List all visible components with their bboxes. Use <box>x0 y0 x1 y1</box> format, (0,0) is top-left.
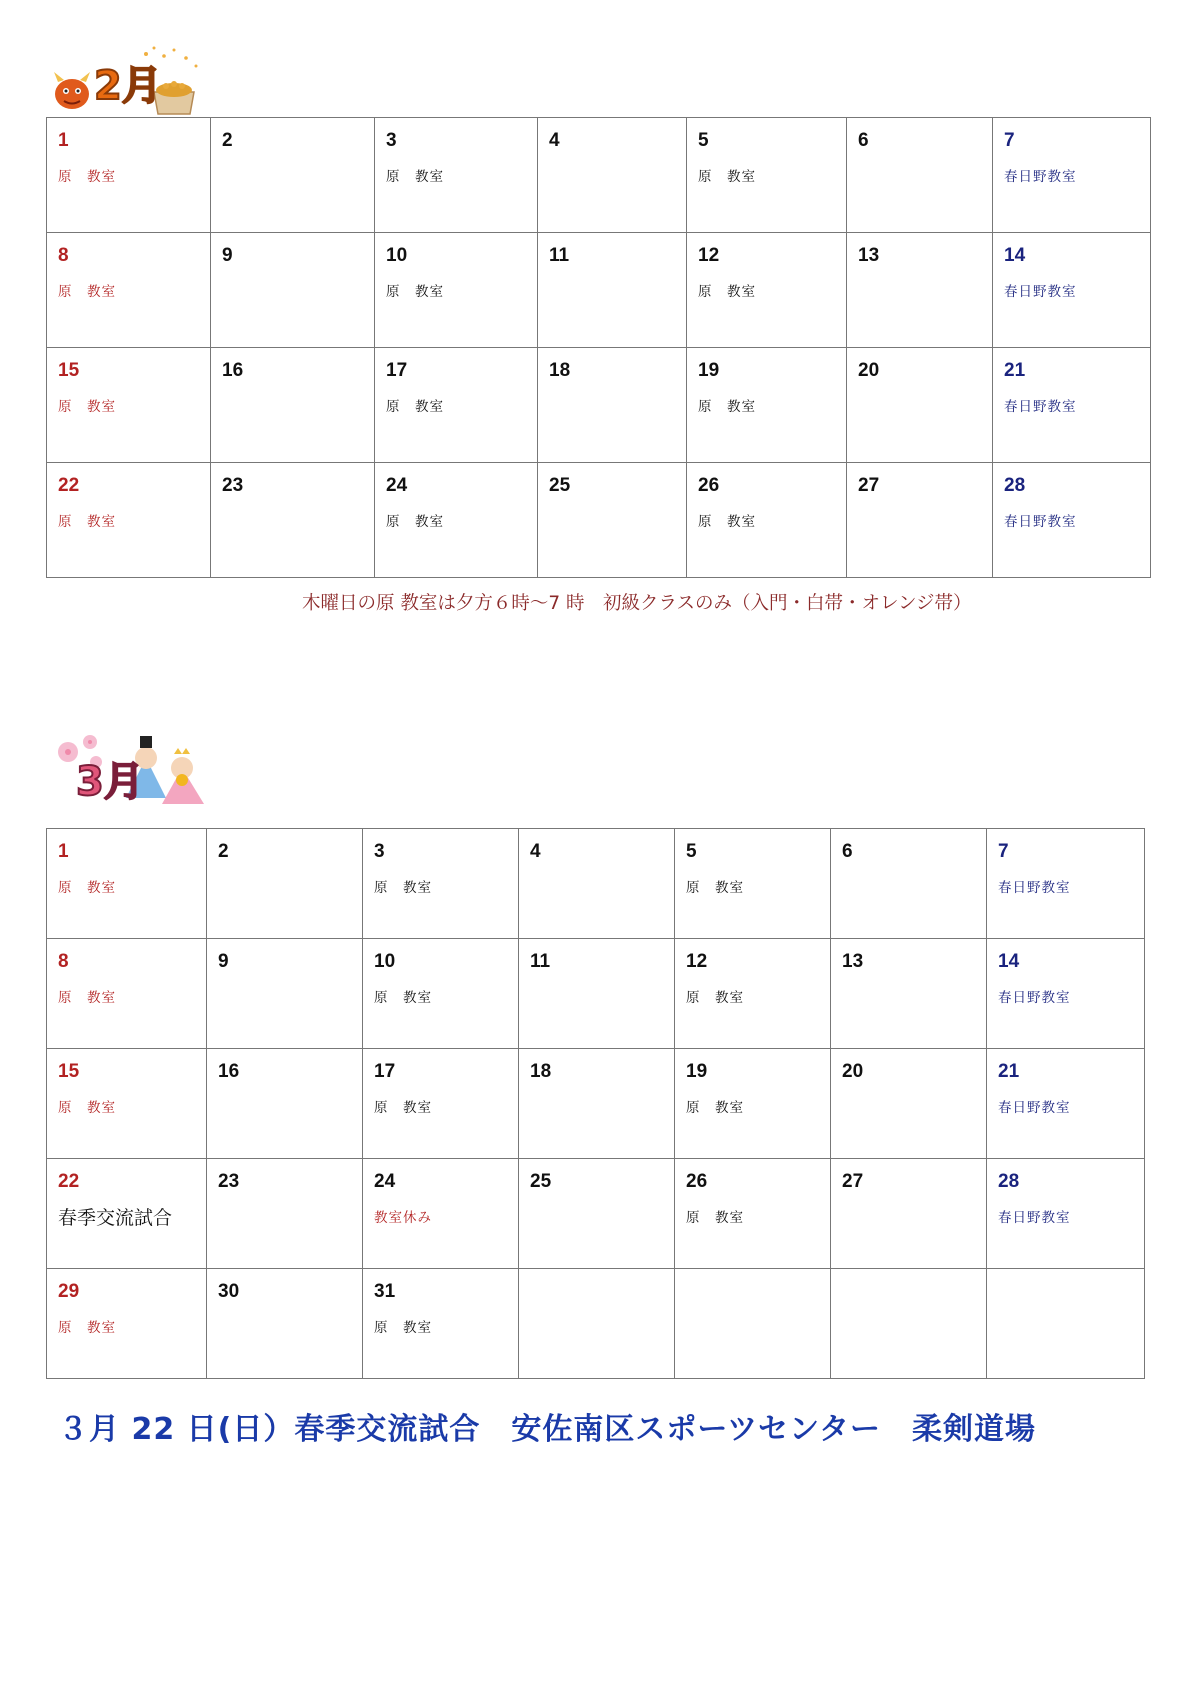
calendar-day-cell <box>675 939 831 1049</box>
day-number: 20 <box>858 360 880 381</box>
calendar-day-cell <box>47 1269 207 1379</box>
day-number: 11 <box>530 951 551 972</box>
day-number: 27 <box>858 475 880 496</box>
day-number: 7 <box>998 841 1009 862</box>
calendar-day-cell <box>47 348 211 463</box>
calendar-day-cell <box>538 348 687 463</box>
day-number: 11 <box>549 245 570 266</box>
calendar-day-cell <box>363 1269 519 1379</box>
day-event: 原 教室 <box>58 399 116 415</box>
day-event: 原 教室 <box>58 284 116 300</box>
calendar-week-row <box>47 829 1145 939</box>
calendar-day-cell <box>47 1159 207 1269</box>
day-number: 15 <box>58 1061 80 1082</box>
day-number: 5 <box>686 841 697 862</box>
day-number: 4 <box>530 841 541 862</box>
day-number: 24 <box>386 475 408 496</box>
calendar-day-cell <box>687 463 847 578</box>
day-event: 原 教室 <box>386 284 444 300</box>
day-event: 春季交流試合 <box>58 1207 173 1229</box>
day-number: 31 <box>374 1281 396 1302</box>
calendar-day-cell <box>211 348 375 463</box>
calendar-day-cell <box>675 1159 831 1269</box>
calendar-day-cell <box>993 463 1151 578</box>
day-event: 原 教室 <box>58 1320 116 1336</box>
day-number: 6 <box>858 130 869 151</box>
calendar-day-cell <box>687 348 847 463</box>
calendar-day-cell <box>375 348 538 463</box>
day-number: 9 <box>222 245 233 266</box>
day-number: 6 <box>842 841 853 862</box>
february-calendar <box>46 117 1151 578</box>
day-number: 20 <box>842 1061 864 1082</box>
calendar-day-cell <box>207 1269 363 1379</box>
calendar-day-cell <box>538 118 687 233</box>
calendar-day-cell <box>375 233 538 348</box>
day-number: 14 <box>1004 245 1026 266</box>
day-number: 16 <box>222 360 244 381</box>
day-event: 原 教室 <box>686 1210 744 1226</box>
calendar-day-cell <box>987 1049 1145 1159</box>
day-number: 9 <box>218 951 229 972</box>
day-event: 春日野教室 <box>1004 169 1077 185</box>
day-number: 22 <box>58 1171 80 1192</box>
day-number: 10 <box>374 951 396 972</box>
calendar-day-cell <box>363 939 519 1049</box>
calendar-day-cell <box>363 1159 519 1269</box>
day-number: 3 <box>374 841 385 862</box>
day-number: 23 <box>222 475 244 496</box>
day-number: 29 <box>58 1281 80 1302</box>
day-number: 8 <box>58 245 69 266</box>
calendar-week-row <box>47 118 1151 233</box>
day-event: 春日野教室 <box>998 1210 1071 1226</box>
day-event: 原 教室 <box>374 1320 432 1336</box>
calendar-day-cell <box>519 1159 675 1269</box>
day-number: 13 <box>858 245 880 266</box>
day-number: 7 <box>1004 130 1015 151</box>
calendar-day-cell <box>47 118 211 233</box>
march-event-note: ３月 22 日(日）春季交流試合 安佐南区スポーツセンター 柔剣道場 <box>58 1412 1036 1447</box>
calendar-day-cell <box>375 463 538 578</box>
calendar-day-cell <box>47 233 211 348</box>
day-event: 原 教室 <box>686 880 744 896</box>
day-event: 春日野教室 <box>1004 399 1077 415</box>
day-number: 12 <box>698 245 720 266</box>
calendar-day-cell <box>47 829 207 939</box>
day-number: 22 <box>58 475 80 496</box>
calendar-day-cell <box>687 118 847 233</box>
day-number: 28 <box>998 1171 1020 1192</box>
calendar-day-cell <box>987 1269 1145 1379</box>
day-number: 2 <box>222 130 233 151</box>
calendar-day-cell <box>211 233 375 348</box>
day-number: 21 <box>1004 360 1026 381</box>
calendar-day-cell <box>831 939 987 1049</box>
day-event: 原 教室 <box>374 880 432 896</box>
day-event: 原 教室 <box>386 514 444 530</box>
march-label: 3月 <box>76 759 144 805</box>
calendar-day-cell <box>675 1269 831 1379</box>
day-event: 原 教室 <box>58 990 116 1006</box>
calendar-week-row <box>47 233 1151 348</box>
calendar-day-cell <box>687 233 847 348</box>
day-number: 25 <box>530 1171 552 1192</box>
calendar-day-cell <box>538 233 687 348</box>
day-event: 原 教室 <box>686 1100 744 1116</box>
calendar-day-cell <box>847 233 993 348</box>
february-label: 2月 <box>94 63 162 109</box>
calendar-day-cell <box>47 939 207 1049</box>
calendar-day-cell <box>675 829 831 939</box>
day-event: 原 教室 <box>386 399 444 415</box>
day-event: 原 教室 <box>698 284 756 300</box>
calendar-day-cell <box>831 1159 987 1269</box>
day-event: 原 教室 <box>374 990 432 1006</box>
calendar-day-cell <box>847 348 993 463</box>
day-event: 原 教室 <box>698 399 756 415</box>
calendar-week-row <box>47 348 1151 463</box>
calendar-day-cell <box>47 463 211 578</box>
calendar-day-cell <box>363 829 519 939</box>
day-event: 春日野教室 <box>998 990 1071 1006</box>
day-event: 原 教室 <box>698 514 756 530</box>
day-event: 春日野教室 <box>998 1100 1071 1116</box>
calendar-day-cell <box>519 829 675 939</box>
day-number: 26 <box>686 1171 708 1192</box>
calendar-day-cell <box>47 1049 207 1159</box>
calendar-day-cell <box>207 1049 363 1159</box>
calendar-week-row <box>47 1159 1145 1269</box>
calendar-day-cell <box>363 1049 519 1159</box>
calendar-day-cell <box>987 829 1145 939</box>
day-number: 17 <box>374 1061 396 1082</box>
calendar-day-cell <box>519 939 675 1049</box>
day-number: 24 <box>374 1171 396 1192</box>
calendar-day-cell <box>831 829 987 939</box>
day-number: 25 <box>549 475 571 496</box>
day-event: 原 教室 <box>698 169 756 185</box>
day-number: 28 <box>1004 475 1026 496</box>
february-header <box>54 44 214 116</box>
calendar-day-cell <box>207 829 363 939</box>
day-number: 18 <box>549 360 571 381</box>
day-event: 原 教室 <box>374 1100 432 1116</box>
february-note: 木曜日の原 教室は夕方６時〜7 時 初級クラスのみ（入門・白帯・オレンジ帯） <box>302 593 972 614</box>
calendar-day-cell <box>847 118 993 233</box>
calendar-week-row <box>47 1049 1145 1159</box>
day-event: 原 教室 <box>686 990 744 1006</box>
day-number: 5 <box>698 130 709 151</box>
day-event: 原 教室 <box>58 514 116 530</box>
day-number: 13 <box>842 951 864 972</box>
day-event: 春日野教室 <box>1004 514 1077 530</box>
day-event: 原 教室 <box>58 169 116 185</box>
calendar-day-cell <box>987 1159 1145 1269</box>
calendar-week-row <box>47 1269 1145 1379</box>
calendar-day-cell <box>211 463 375 578</box>
calendar-day-cell <box>207 1159 363 1269</box>
day-number: 8 <box>58 951 69 972</box>
day-event: 原 教室 <box>386 169 444 185</box>
day-number: 1 <box>58 130 69 151</box>
day-number: 16 <box>218 1061 240 1082</box>
calendar-day-cell <box>519 1269 675 1379</box>
calendar-day-cell <box>538 463 687 578</box>
day-number: 4 <box>549 130 560 151</box>
day-number: 21 <box>998 1061 1020 1082</box>
day-event: 教室休み <box>374 1210 432 1226</box>
day-number: 17 <box>386 360 408 381</box>
day-number: 14 <box>998 951 1020 972</box>
day-number: 30 <box>218 1281 240 1302</box>
calendar-day-cell <box>207 939 363 1049</box>
day-number: 12 <box>686 951 708 972</box>
day-number: 18 <box>530 1061 552 1082</box>
calendar-day-cell <box>987 939 1145 1049</box>
day-number: 19 <box>686 1061 708 1082</box>
day-number: 23 <box>218 1171 240 1192</box>
calendar-day-cell <box>519 1049 675 1159</box>
day-event: 原 教室 <box>58 1100 116 1116</box>
calendar-day-cell <box>375 118 538 233</box>
march-header <box>54 728 214 808</box>
day-event: 原 教室 <box>58 880 116 896</box>
calendar-week-row <box>47 939 1145 1049</box>
day-number: 27 <box>842 1171 864 1192</box>
day-number: 19 <box>698 360 720 381</box>
day-event: 春日野教室 <box>1004 284 1077 300</box>
day-number: 1 <box>58 841 69 862</box>
calendar-day-cell <box>847 463 993 578</box>
day-number: 3 <box>386 130 397 151</box>
calendar-day-cell <box>993 118 1151 233</box>
march-calendar <box>46 828 1145 1379</box>
calendar-day-cell <box>211 118 375 233</box>
calendar-day-cell <box>831 1049 987 1159</box>
day-number: 2 <box>218 841 229 862</box>
calendar-week-row <box>47 463 1151 578</box>
calendar-day-cell <box>993 233 1151 348</box>
day-number: 26 <box>698 475 720 496</box>
calendar-day-cell <box>993 348 1151 463</box>
day-event: 春日野教室 <box>998 880 1071 896</box>
calendar-day-cell <box>831 1269 987 1379</box>
day-number: 15 <box>58 360 80 381</box>
calendar-day-cell <box>675 1049 831 1159</box>
day-number: 10 <box>386 245 408 266</box>
